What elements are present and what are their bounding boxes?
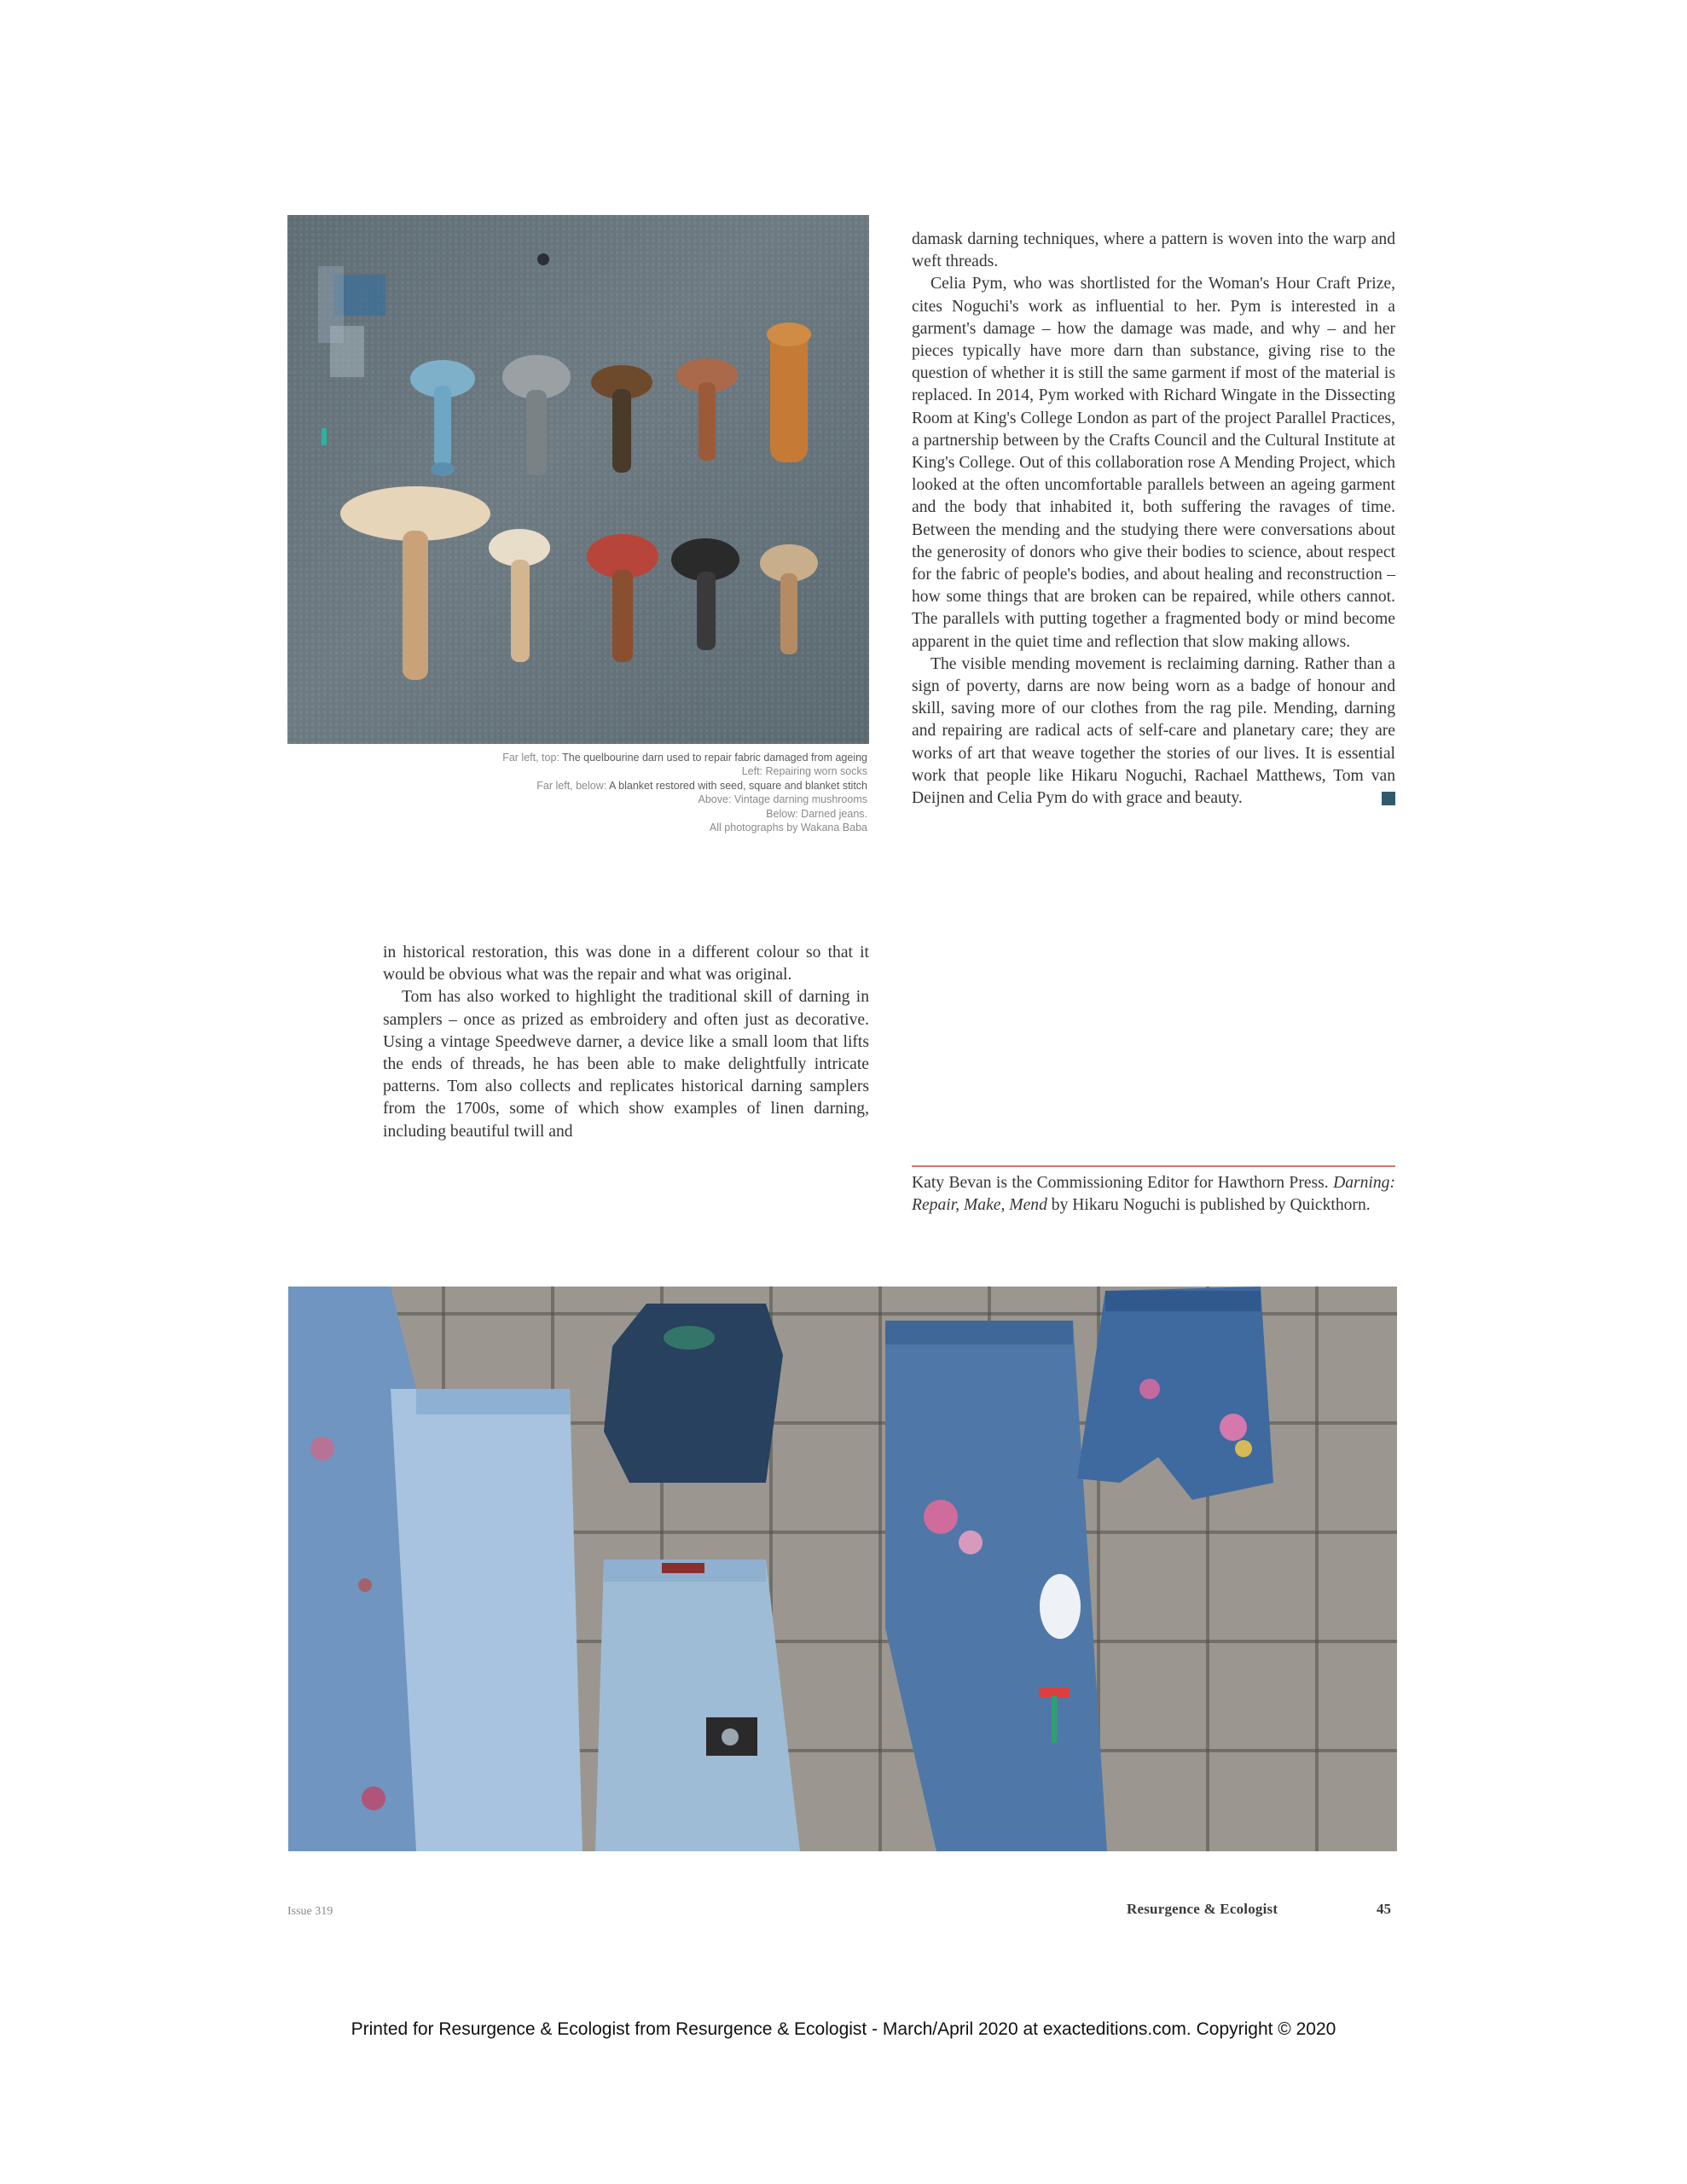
paragraph-text: The visible mending movement is reclaiming darning. Rather than a sign of poverty, darns are now being worn as a badge of honour and skill, saving more of our clothes from the rag pile. Mending, darning and repairing are radical acts of self-care and planetary care; they are works of art that weave together the stories of our lives. It is essential work that people like Hikaru Noguchi, Rachael Matthews, Tom van Deijnen and Celia Pym do with grace and beauty. — [912, 654, 1395, 808]
darner-grey — [502, 355, 571, 475]
bio-divider — [912, 1165, 1395, 1167]
photo-caption — [287, 751, 867, 834]
bio-pre: Katy Bevan is the Commissioning Editor for Hawthorn Press. — [912, 1174, 1334, 1192]
darning-mushrooms-illustration — [287, 215, 869, 744]
paragraph: Celia Pym, who was shortlisted for the Woman's Hour Craft Prize, cites Noguchi's work as influential to her. Pym is interested in a garment's damage – how the damage was made, and why – and her pieces typically have more darn than substance, giving rise to the question of whether it is still the same garment if most of the material is replaced. In 2014, Pym worked with Richard Wingate in the Dissecting Room at King's College London as part of the project Parallel Practices, a partnership between by the Crafts Council and the Cultural Institute at King's College. Out of this collaboration rose A Mending Project, which looked at the often uncomfortable parallels between an ageing garment and the body that inhabited it, both suffering the ravages of time. Between the mending and the studying there were conversations about the generosity of donors who give their bodies to science, about respect for the fabric of people's bodies, and about healing and reconstruction – how some things that are broken can be repaired, while others cannot. The parallels with putting together a fragmented body or mind become apparent in the quiet time and reflection that slow making allows. — [912, 275, 1395, 651]
jeans-right-embroidered — [885, 1321, 1107, 1851]
darner-small-tan — [760, 544, 818, 654]
caption-line: Below: Darned jeans. — [766, 807, 867, 820]
darner-blue — [410, 360, 475, 476]
darner-large-cream — [340, 486, 490, 680]
darner-white — [489, 529, 550, 662]
caption-line: Left: Repairing worn socks — [741, 765, 867, 778]
darning-mushrooms-photo — [287, 215, 869, 744]
jeans-folded-dark — [604, 1304, 783, 1483]
book-title: Darning: Repair, Make, Mend — [912, 1174, 1395, 1215]
magazine-name: Resurgence & Ecologist — [1127, 1901, 1278, 1917]
jeans-light-left — [288, 1287, 583, 1851]
caption-line: Above: Vintage darning mushrooms — [698, 793, 867, 806]
caption-key: Far left, below: — [536, 779, 607, 792]
article-column-left — [383, 942, 869, 1143]
author-bio — [912, 1172, 1395, 1217]
darner-dark — [591, 365, 652, 473]
caption-key: Far left, top: — [502, 752, 559, 764]
issue-number: Issue 319 — [287, 1905, 333, 1918]
print-notice: Printed for Resurgence & Ecologist from Resurgence & Ecologist - March/April 2020 at exacteditions.com. Copyright © 2020 — [351, 2019, 1336, 2039]
paragraph — [912, 653, 1395, 810]
caption-credit: All photographs by Wakana Baba — [709, 822, 867, 834]
end-of-article-icon — [1382, 792, 1395, 805]
denim-shorts — [1077, 1287, 1273, 1500]
darner-red — [587, 534, 658, 662]
page-number: 45 — [1377, 1901, 1391, 1917]
bio-text — [912, 1172, 1395, 1217]
jeans-illustration — [288, 1287, 1397, 1851]
caption-text: The quelbourine darn used to repair fabric damaged from ageing — [559, 752, 867, 764]
caption-text: A blanket restored with seed, square and blanket stitch — [606, 779, 867, 792]
paragraph: in historical restoration, this was done in a different colour so that it would be obvious what was the repair and what was original. — [383, 944, 869, 985]
bio-post: by Hikaru Noguchi is published by Quickthorn. — [1046, 1196, 1371, 1215]
jeans-middle-patched — [595, 1560, 800, 1851]
article-column-right — [912, 229, 1395, 810]
paragraph: damask darning techniques, where a pattern is woven into the warp and weft threads. — [912, 230, 1395, 271]
darner-egg — [767, 322, 811, 462]
darner-brown — [676, 358, 738, 461]
darner-black — [671, 538, 739, 650]
darned-jeans-photo — [288, 1287, 1397, 1851]
paragraph: Tom has also worked to highlight the traditional skill of darning in samplers – once as prized as embroidery and often just as decorative. Using a vintage Speedweve darner, a device like a small loom that lifts the ends of threads, he has been able to make delightfully intricate patterns. Tom also collects and replicates historical darning samplers from the 1700s, some of which show examples of linen darning, including beautiful twill and — [383, 988, 869, 1141]
